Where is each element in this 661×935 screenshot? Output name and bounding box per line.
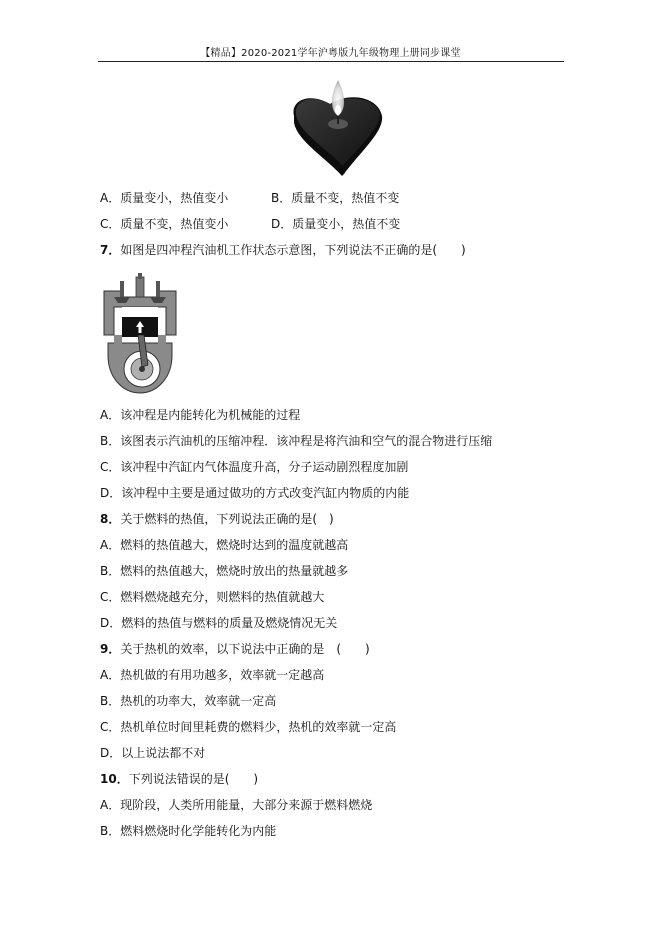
q9-option-a: A．热机做的有用功越多，效率就一定越高 <box>100 668 325 682</box>
q6-option-d: D．质量变小，热值不变 <box>271 217 401 231</box>
q8-option-a: A．燃料的热值越大，燃烧时达到的温度就越高 <box>100 538 349 552</box>
q6-option-b: B．质量不变，热值不变 <box>271 191 400 205</box>
question-8-stem: 关于燃料的热值，下列说法正确的是( ) <box>120 512 334 526</box>
question-7-number: 7． <box>100 243 121 257</box>
question-8-number: 8． <box>100 512 121 526</box>
page-header-title: 【精品】2020-2021学年沪粤版九年级物理上册同步课堂 <box>200 48 461 59</box>
q7-option-d: D．该冲程中主要是通过做功的方式改变汽缸内物质的内能 <box>100 486 410 500</box>
q8-option-b: B．燃料的热值越大，燃烧时放出的热量就越多 <box>100 564 349 578</box>
engine-cylinder-figure <box>100 273 180 395</box>
q6-option-a: A．质量变小，热值变小 <box>100 191 229 205</box>
header-divider <box>98 61 564 62</box>
question-7 <box>100 243 466 257</box>
q7-option-c: C．该冲程中汽缸内气体温度升高，分子运动剧烈程度加剧 <box>100 460 409 474</box>
q9-option-b: B．热机的功率大，效率就一定高 <box>100 694 277 708</box>
heart-candle-figure <box>288 70 388 182</box>
q10-option-b: B．燃料燃烧时化学能转化为内能 <box>100 824 277 838</box>
question-7-stem: 如图是四冲程汽油机工作状态示意图，下列说法不正确的是( ) <box>120 243 466 257</box>
q7-option-b: B．该图表示汽油机的压缩冲程．该冲程是将汽油和空气的混合物进行压缩 <box>100 434 493 448</box>
q10-option-a: A．现阶段，人类所用能量，大部分来源于燃料燃烧 <box>100 798 373 812</box>
question-10-number: 10． <box>100 772 129 786</box>
question-10 <box>100 772 258 786</box>
q8-option-d: D．燃料的热值与燃料的质量及燃烧情况无关 <box>100 616 338 630</box>
question-9 <box>100 642 370 656</box>
question-9-number: 9． <box>100 642 121 656</box>
q9-option-d: D．以上说法都不对 <box>100 746 206 760</box>
question-9-stem: 关于热机的效率，以下说法中正确的是 ( ) <box>120 642 370 656</box>
q6-option-c: C．质量不变，热值变小 <box>100 217 229 231</box>
q9-option-c: C．热机单位时间里耗费的燃料少，热机的效率就一定高 <box>100 720 397 734</box>
q8-option-c: C．燃料燃烧越充分，则燃料的热值就越大 <box>100 590 325 604</box>
q7-option-a: A．该冲程是内能转化为机械能的过程 <box>100 408 301 422</box>
question-10-stem: 下列说法错误的是( ) <box>128 772 259 786</box>
question-8 <box>100 512 334 526</box>
